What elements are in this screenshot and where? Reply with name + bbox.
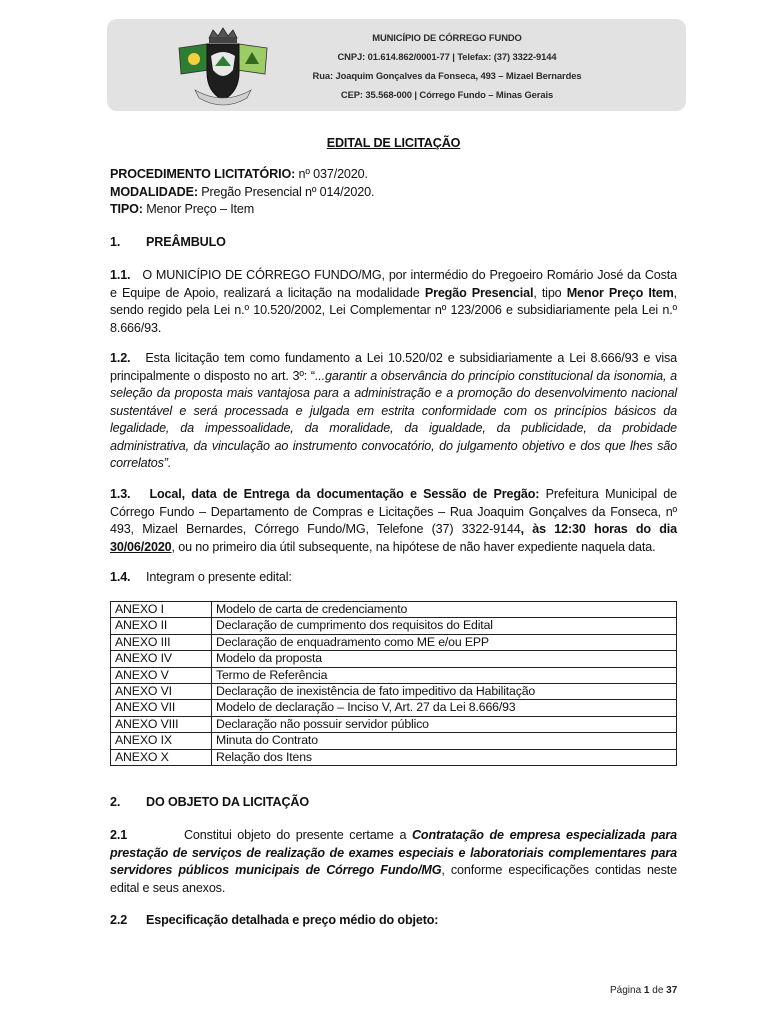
annex-id: ANEXO II (111, 618, 212, 634)
table-row (111, 667, 677, 683)
tipo-value: Menor Preço – Item (142, 202, 255, 216)
annex-description: Modelo de carta de credenciamento (212, 602, 677, 618)
annex-description: Declaração de enquadramento como ME e/ou EPP (212, 634, 677, 650)
annex-description: Modelo de declaração – Inciso V, Art. 27 da Lei 8.666/93 (212, 700, 677, 716)
page-total: 37 (666, 985, 678, 996)
table-row (111, 700, 677, 716)
page-footer: Página 1 de 37 (610, 985, 678, 996)
section-2-title: DO OBJETO DA LICITAÇÃO (146, 795, 309, 809)
annex-description: Minuta do Contrato (212, 733, 677, 749)
procedure-info (110, 166, 677, 219)
page-number: 1 (643, 985, 650, 996)
municipality-name: MUNICÍPIO DE CÓRREGO FUNDO (372, 32, 522, 43)
annex-id: ANEXO V (111, 667, 212, 683)
proc-label: PROCEDIMENTO LICITATÓRIO: (110, 167, 296, 181)
paragraph-1-2: 1.2. Esta licitação tem como fundamento a Lei 10.520/02 e subsidiariamente a Lei 8.666/93 e visa principalmente o disposto no art. 3º: “...garantir a observância do princípio constitucional da isonomia, a seleção da proposta mais vantajosa para a administração e a promoção do desenvolvimento nacional sustentável e será processada e julgada em estrita conformidade com os princípios básicos da legalidade, da impessoalidade, da moralidade, da igualdade, da publicidade, da probidade administrativa, da vinculação ao instrumento convocatório, do julgamento objetivo e dos que lhes são correlatos”. (110, 351, 678, 470)
table-row (111, 618, 677, 634)
table-row (111, 749, 677, 765)
paragraph-1-3: 1.3. Local, data de Entrega da documentação e Sessão de Pregão: Prefeitura Municipal de Córrego Fundo – Departamento de Compras e Licitações – Rua Joaquim Gonçalves da Fonseca, nº 493, Mizael Bernardes, Córrego Fundo/MG, Telefone (37) 3322-9144, às 12:30 horas do dia 30/06/2020, ou no primeiro dia útil subsequente, na hipótese de não haver expediente naquela data. (110, 487, 678, 554)
cnpj-line: CNPJ: 01.614.862/0001-77 | Telefax: (37) 3322-9144 (337, 51, 557, 62)
annex-id: ANEXO IV (111, 651, 212, 667)
paragraph-2-2: 2.2 Especificação detalhada e preço médio do objeto: (110, 913, 439, 927)
annex-id: ANEXO I (111, 602, 212, 618)
paragraph-1-1: 1.1. O MUNICÍPIO DE CÓRREGO FUNDO/MG, por intermédio do Pregoeiro Romário José da Costa e Equipe de Apoio, realizará a licitação na modalidade Pregão Presencial, tipo Menor Preço Item, sendo regido pela Lei n.º 10.520/2002, Lei Complementar nº 123/2006 e subsidiariamente pela Lei n.º 8.666/93. (110, 268, 678, 335)
mod-value: Pregão Presencial nº 014/2020. (197, 184, 375, 199)
cep-line: CEP: 35.568-000 | Córrego Fundo – Minas Gerais (340, 89, 554, 100)
table-row (111, 602, 677, 618)
letterhead (107, 19, 686, 111)
annex-description: Declaração de inexistência de fato impeditivo da Habilitação (212, 684, 677, 700)
section-1-title: PREÂMBULO (146, 235, 226, 249)
paragraph-2-1: 2.1 Constitui objeto do presente certame a Contratação de empresa especializada para prestação de serviços de realização de exames especiais e laboratoriais complementares para servidores públicos municipais de Córrego Fundo/MG, conforme especificações contidas neste edital e seus anexos. (110, 828, 677, 895)
annex-id: ANEXO VII (111, 700, 212, 716)
mod-label: MODALIDADE: (110, 184, 198, 199)
table-row (111, 716, 677, 732)
annex-id: ANEXO X (111, 749, 212, 765)
table-row (111, 733, 677, 749)
annex-id: ANEXO VIII (111, 716, 212, 732)
annex-description: Declaração não possuir servidor público (212, 716, 677, 732)
table-row (111, 651, 677, 667)
annex-description: Termo de Referência (212, 667, 677, 683)
table-row (111, 684, 677, 700)
table-row (111, 634, 677, 650)
page-title: EDITAL DE LICITAÇÃO (326, 136, 461, 150)
coat-of-arms-icon (173, 26, 273, 106)
annex-table (110, 601, 677, 766)
annex-description: Modelo da proposta (212, 651, 677, 667)
section-1-heading: 1. PREÂMBULO (110, 235, 226, 249)
annex-id: ANEXO III (111, 634, 212, 650)
section-2-heading: 2. DO OBJETO DA LICITAÇÃO (110, 795, 309, 809)
address-line: Rua: Joaquim Gonçalves da Fonseca, 493 – Mizael Bernardes (312, 70, 582, 81)
annex-description: Relação dos Itens (212, 749, 677, 765)
proc-value: nº 037/2020. (295, 167, 368, 181)
annex-id: ANEXO VI (111, 684, 212, 700)
annex-description: Declaração de cumprimento dos requisitos do Edital (212, 618, 677, 634)
annex-id: ANEXO IX (111, 733, 212, 749)
paragraph-1-4: 1.4. Integram o presente edital: (110, 570, 292, 584)
tipo-label: TIPO: (110, 202, 143, 216)
